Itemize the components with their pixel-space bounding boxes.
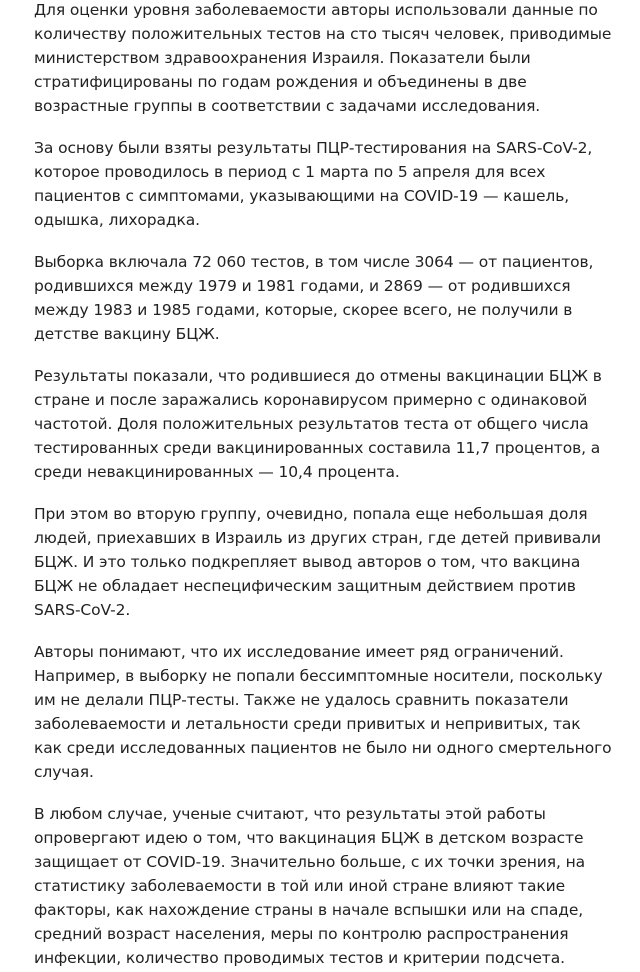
paragraph-pcr-testing: За основу были взяты результаты ПЦР-тестирования на SARS-CoV-2, которое проводилось в период с 1 марта по 5 апреля для всех пациентов с симптомами, указывающими на COVID-19 — кашель, одышка, лихорадка.: [34, 139, 593, 229]
paragraph-sample: Выборка включала 72 060 тестов, в том числе 3064 — от пациентов, родившихся между 1979 и 1981 годами, и 2869 — от родившихся между 1983 и 1985 годами, которые, скорее всего, не получили в детстве вакцину БЦЖ.: [34, 253, 594, 343]
paragraph-results: Результаты показали, что родившиеся до отмены вакцинации БЦЖ в стране и после заражались коронавирусом примерно с одинаковой частотой. Доля положительных результатов теста от общего числа тестированных среди вакцинированных составила 11,7 процентов, а среди невакцинированных — 10,4 процента.: [34, 367, 602, 481]
paragraph-data-source: Для оценки уровня заболеваемости авторы использовали данные по количеству положительных тестов на сто тысяч человек, приводимые министерством здравоохранения Израиля. Показатели были стратифицированы по годам рождения и объединены в две возрастные группы в соответствии с задачами исследования.: [34, 1, 612, 115]
paragraph-conclusion: В любом случае, ученые считают, что результаты этой работы опровергают идею о том, что вакцинация БЦЖ в детском возрасте защищает от COVID-19. Значительно больше, с их точки зрения, на статистику заболеваемости в той или иной стране влияют такие факторы, как нахождение страны в начале вспышки или на спаде, средний возраст населения, меры по контролю распространения инфекции, количество проводимых тестов и критерии подсчета.: [34, 805, 586, 967]
paragraph-limitations: Авторы понимают, что их исследование имеет ряд ограничений. Например, в выборку не попали бессимптомные носители, поскольку им не делали ПЦР-тесты. Также не удалось сравнить показатели заболеваемости и летальности среди привитых и непривитых, так как среди исследованных пациентов не было ни одного смертельного случая.: [34, 643, 612, 781]
paragraph-second-group: При этом во вторую группу, очевидно, попала еще небольшая доля людей, приехавших в Израиль из других стран, где детей прививали БЦЖ. И это только подкрепляет вывод авторов о том, что вакцина БЦЖ не обладает неспецифическим защитным действием против SARS-CoV-2.: [34, 505, 601, 619]
